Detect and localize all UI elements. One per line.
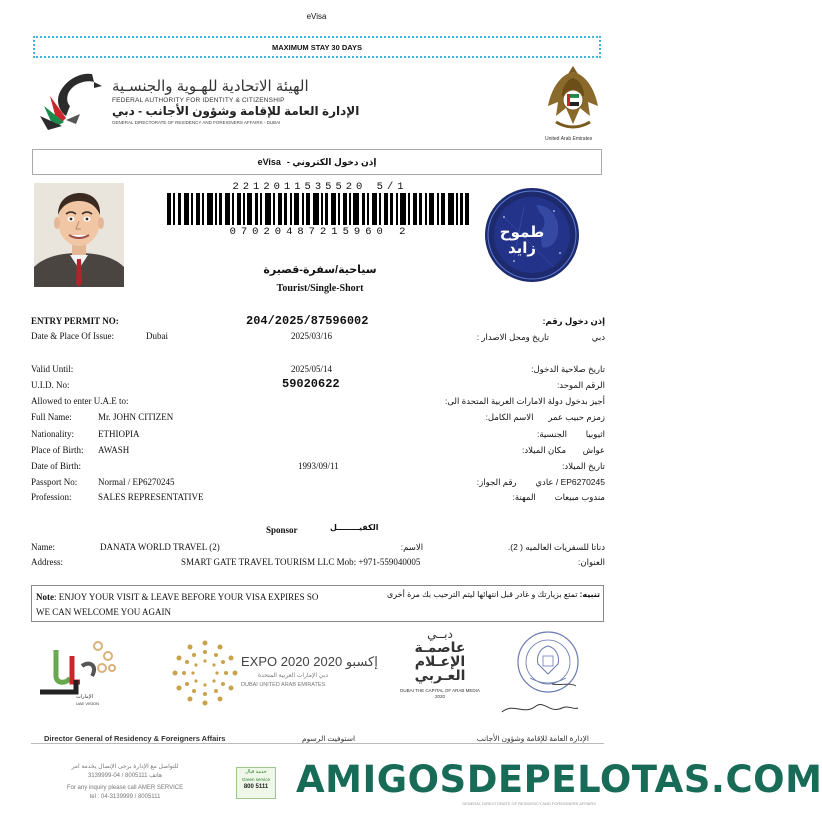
visa-type-ar: سياحية/سفرة-قصيرة — [263, 264, 377, 276]
valid-until-label-ar: تاريخ صلاحية الدخول: — [531, 364, 605, 374]
dob: 1993/09/11 — [298, 461, 339, 471]
evisa-bar — [32, 149, 602, 175]
profession-label: Profession: — [31, 492, 72, 502]
passport: Normal / EP6270245 — [98, 477, 175, 487]
valid-until-label: Valid Until: — [31, 364, 74, 374]
expo-title-en: EXPO 2020 — [241, 654, 310, 669]
watermark: AMIGOSDEPELOTAS.COM — [296, 758, 822, 801]
uae-emblem — [544, 62, 602, 136]
passport-label-ar: رقم الجواز: — [476, 477, 517, 487]
document-title: eVisa — [306, 12, 327, 21]
nationality-ar: اثيوبيا — [585, 429, 605, 439]
authority-name-en: FEDERAL AUTHORITY FOR IDENTITY & CITIZENSHIP — [112, 97, 285, 104]
zayed-ambition-badge — [484, 187, 580, 283]
director-general: Director General of Residency & Foreigners Affairs — [44, 734, 226, 743]
inquiry-ar — [40, 763, 210, 781]
expo-sub-en: DUBAI UNITED ARAB EMIRATES — [241, 682, 326, 688]
media-ar-4: العـربي — [414, 667, 466, 683]
uae-vision-ar: الإمارات — [76, 694, 93, 700]
issue-label-ar — [477, 332, 605, 343]
green-service-ar: خدمة قنال — [245, 769, 267, 775]
sponsor-heading: Sponsor — [266, 525, 298, 535]
dob-label-ar: تاريخ الميلاد: — [562, 461, 605, 471]
media-ar-1: دبــي — [427, 627, 453, 641]
full-name: Mr. JOHN CITIZEN — [98, 412, 174, 422]
inquiry-ar-2: هاتف 8005111 / 04-3139999 — [87, 773, 163, 779]
badge-text: طموح زايد — [499, 224, 545, 257]
note-en — [36, 590, 326, 620]
gd-small-text: GENERAL DIRECTORATE OF RESIDENCY AND FOREIGNERS AFFAIRS — [462, 801, 596, 806]
nationality-label-ar: الجنسية: — [536, 429, 568, 439]
nationality-ar-row — [537, 429, 605, 440]
note-label-ar: تنبيه: — [579, 590, 600, 599]
issue-date: 2025/03/16 — [291, 331, 333, 341]
expo-sub-ar: دبي الإمارات العربية المتحدة — [258, 673, 329, 679]
pob-ar-row — [522, 445, 605, 456]
signature — [500, 698, 580, 718]
passport-label: Passport No: — [31, 477, 78, 487]
sponsor-name-label: Name: — [31, 542, 55, 552]
expo-title — [241, 654, 378, 670]
footer-divider — [31, 743, 604, 744]
sponsor-name-label-ar: الاسم: — [400, 542, 424, 552]
note-label: Note — [36, 592, 54, 602]
issue-label-ar-text: تاريخ ومحل الاصدار : — [476, 332, 549, 342]
passport-ar-row — [477, 477, 605, 488]
allowed-label-ar: أجيز بدخول دولة الامارات العربية المتحدة الى: — [444, 396, 605, 406]
uid-label-ar: الرقم الموحد: — [556, 380, 605, 390]
note-text: : ENJOY YOUR VISIT & LEAVE BEFORE YOUR VISA EXPIRES SO WE CAN WELCOME YOU AGAIN — [36, 592, 319, 617]
inquiry-en — [40, 784, 210, 802]
pob-ar: عواش — [582, 445, 605, 455]
uae-vision-en: UAE VISION — [76, 701, 99, 706]
issue-place-ar: دبي — [591, 332, 605, 342]
media-en: DUBAI THE CAPITAL OF ARAB MEDIA 2020 — [400, 688, 480, 699]
green-service-no: 800 5111 — [243, 784, 269, 790]
note-ar — [387, 590, 600, 599]
media-ar-2: عاصمـة — [414, 639, 466, 655]
uae-vision-logo — [36, 636, 118, 708]
green-service-logo — [236, 767, 276, 799]
full-name-ar: زمزم حبيب عمر — [548, 412, 605, 422]
entry-permit-label-ar: إذن دخول رقم: — [542, 316, 605, 326]
barcode — [167, 193, 469, 225]
expo-title-ar: إكسبو 2020 — [313, 654, 378, 669]
sponsor-address-label: Address: — [31, 557, 63, 567]
barcode-bottom-number: 07020487215960 2 — [229, 226, 411, 238]
inquiry-en-2: tel : 04-3139999 / 8005111 — [89, 794, 161, 800]
uid-label: U.I.D. No: — [31, 380, 70, 390]
note-text-ar: تمتع بزيارتك و غادر قبل انتهائها ليتم الترحيب بك مرة أخرى — [387, 590, 578, 599]
pob-label: Place of Birth: — [31, 445, 84, 455]
pob-label-ar: مكان الميلاد: — [521, 445, 567, 455]
pob: AWASH — [98, 445, 130, 455]
nationality-label: Nationality: — [31, 429, 74, 439]
inquiry-ar-1: للتواصل مع الإدارة برجى الإتصال بخدمة امر — [71, 764, 179, 770]
holder-photo — [34, 183, 124, 287]
evisa-label-ar: إذن دخول الكتروني - — [286, 156, 377, 167]
profession-label-ar: المهنة: — [512, 492, 536, 502]
entry-permit-label: ENTRY PERMIT NO: — [31, 316, 119, 326]
passport-ar: EP6270245 / عادي — [535, 477, 605, 487]
barcode-top-number: 2212011535520 5/1 — [232, 181, 408, 193]
full-name-ar-row — [486, 412, 605, 423]
uid-number: 59020622 — [282, 377, 340, 391]
gdrfa-seal — [516, 630, 580, 694]
arab-media-capital-logo — [400, 628, 480, 718]
country-caption: United Arab Emirates — [545, 136, 593, 142]
sponsor-heading-ar: الكفيــــــــل — [330, 523, 379, 532]
falcon-logo — [36, 66, 106, 132]
media-ar-3: الإعـلام — [414, 653, 466, 669]
directorate-name-ar: الإدارة العامة للإقامة وشؤون الأجانب - دبي — [112, 104, 360, 118]
issue-place: Dubai — [146, 331, 168, 341]
sponsor-name-ar-row — [401, 542, 605, 553]
profession-ar-row — [513, 492, 605, 503]
green-service-en: Green service — [241, 777, 270, 782]
allowed-label: Allowed to enter U.A.E to: — [31, 396, 129, 406]
gdrfa-name-ar: الإدارة العامة للإقامة وشؤون الأجانب — [476, 734, 589, 743]
profession-ar: مندوب مبيعات — [554, 492, 605, 502]
sponsor-address: SMART GATE TRAVEL TOURISM LLC Mob: +971-559040005 — [181, 557, 421, 567]
valid-until: 2025/05/14 — [291, 364, 333, 374]
evisa-label: eVisa — [257, 157, 281, 167]
visa-type-en: Tourist/Single-Short — [276, 283, 364, 294]
entry-permit-number: 204/2025/87596002 — [246, 314, 369, 328]
full-name-label-ar: الاسم الكامل: — [485, 412, 534, 422]
sponsor-name: DANATA WORLD TRAVEL (2) — [100, 542, 220, 552]
nationality: ETHIOPIA — [98, 429, 140, 439]
full-name-label: Full Name: — [31, 412, 72, 422]
dob-label: Date of Birth: — [31, 461, 81, 471]
sponsor-address-label-ar: العنوان: — [578, 557, 605, 567]
max-stay-banner: MAXIMUM STAY 30 DAYS — [33, 36, 601, 58]
authority-name-ar: الهيئة الاتحادية للهـوية والجنسـية — [112, 78, 309, 95]
expo-2020-emblem — [172, 640, 238, 706]
directorate-name-en: GENERAL DIRECTORATE OF RESIDENCY AND FOREIGNERS AFFAIRS - DUBAI — [112, 120, 281, 125]
sponsor-name-ar: دناتا للسفريات العالميه ( 2). — [507, 542, 605, 552]
issue-label: Date & Place Of Issue: — [31, 331, 114, 341]
inquiry-en-1: For any inquiry please call AMER SERVICE — [66, 785, 184, 791]
profession: SALES REPRESENTATIVE — [98, 492, 204, 502]
fee-paid-ar: استوفيت الرسوم — [302, 734, 356, 743]
